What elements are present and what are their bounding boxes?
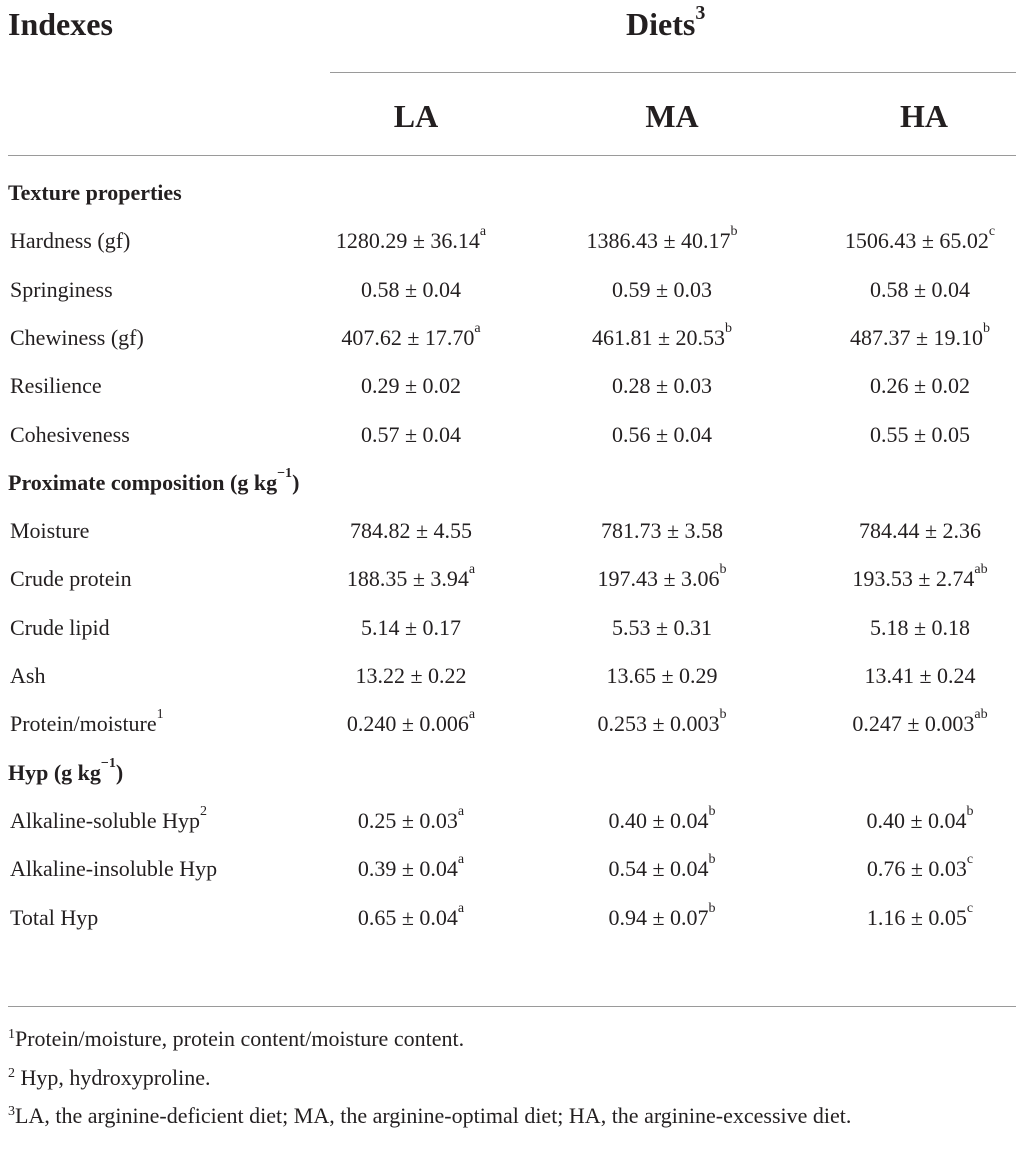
significance-letter: a	[457, 803, 465, 819]
cell-la	[281, 615, 541, 641]
row-label	[10, 615, 110, 641]
table-row	[0, 707, 1021, 759]
significance-letter: a	[457, 852, 465, 868]
cell-value: 1280.29 ± 36.14	[335, 228, 480, 254]
table-row	[0, 900, 1021, 953]
unit-exponent: −1	[100, 755, 116, 771]
significance-letter: b	[725, 320, 733, 336]
diets-footnote-marker: 3	[695, 2, 706, 24]
footnote-2-text: Hyp, hydroxyproline.	[15, 1065, 211, 1090]
cell-ma	[532, 373, 792, 399]
cell-la	[281, 562, 541, 592]
cell-ha	[790, 373, 1021, 399]
cell-value: 0.240 ± 0.006	[346, 711, 469, 737]
cell-ha	[790, 707, 1021, 737]
cell-ma	[532, 852, 792, 882]
cell-value: 0.40 ± 0.04	[866, 807, 967, 833]
footnote-3	[8, 1098, 1014, 1134]
label-text: Moisture	[10, 518, 90, 544]
cell-la	[281, 422, 541, 448]
cell-value: 0.54 ± 0.04	[608, 856, 709, 882]
row-label	[10, 228, 130, 254]
cell-value: 0.56 ± 0.04	[611, 421, 713, 447]
label-text: Hardness (gf)	[10, 228, 131, 254]
section-label	[8, 755, 124, 786]
row-label	[10, 905, 98, 931]
cell-value: 193.53 ± 2.74	[852, 566, 975, 592]
table-row	[0, 373, 1021, 421]
cell-ha	[790, 562, 1021, 592]
cell-ma	[532, 900, 792, 931]
row-label	[10, 277, 113, 303]
significance-letter: b	[719, 562, 727, 578]
unit-exponent: −1	[277, 465, 293, 481]
significance-letter: a	[474, 320, 481, 336]
header-rule	[8, 155, 1016, 156]
table-row	[0, 803, 1021, 856]
label-text: Resilience	[10, 373, 102, 399]
footnote-3-text: LA, the arginine-deficient diet; MA, the arginine-optimal diet; HA, the arginine-excessive diet.	[15, 1103, 852, 1128]
cell-ma	[532, 518, 792, 544]
cell-ha	[790, 422, 1021, 448]
table-header-diets	[626, 2, 706, 43]
cell-value: 13.41 ± 0.24	[864, 663, 976, 688]
cell-value: 188.35 ± 3.94	[346, 566, 469, 592]
cell-ma	[532, 224, 792, 254]
significance-letter: b	[708, 803, 716, 819]
footnote-marker: 2	[200, 803, 208, 819]
cell-ma	[532, 320, 792, 351]
cell-la	[281, 320, 541, 351]
cell-ha	[790, 277, 1021, 303]
row-label	[10, 663, 45, 689]
cell-ma	[532, 803, 792, 834]
label-text: Chewiness (gf)	[10, 324, 144, 350]
section-row	[0, 180, 1021, 228]
label-text: Protein/moisture	[10, 711, 157, 737]
section-row	[0, 755, 1021, 808]
label-text: Crude protein	[10, 566, 132, 592]
significance-letter: a	[479, 224, 487, 240]
footnote-2-marker: 2	[8, 1066, 15, 1081]
label-text: Alkaline-soluble Hyp	[10, 807, 201, 833]
cell-value: 461.81 ± 20.53	[591, 324, 726, 350]
label-text: Springiness	[10, 276, 113, 302]
footer-rule	[8, 1006, 1016, 1007]
cell-ha	[790, 224, 1021, 254]
cell-value: 5.14 ± 0.17	[360, 614, 462, 640]
cell-value: 784.82 ± 4.55	[349, 518, 473, 544]
footnote-3-marker: 3	[8, 1104, 15, 1119]
row-label	[10, 707, 164, 737]
label-tail: )	[292, 469, 300, 495]
cell-value: 0.58 ± 0.04	[869, 276, 971, 302]
cell-value: 13.65 ± 0.29	[606, 663, 718, 688]
cell-value: 1386.43 ± 40.17	[586, 228, 731, 254]
cell-la	[281, 663, 541, 689]
footnote-2	[8, 1060, 1014, 1096]
label-text: Ash	[10, 663, 46, 688]
table-row	[0, 320, 1021, 373]
section-row	[0, 465, 1021, 518]
cell-ha	[790, 320, 1021, 351]
cell-la	[281, 277, 541, 303]
cell-ma	[532, 707, 792, 737]
cell-value: 0.57 ± 0.04	[360, 421, 462, 447]
cell-value: 0.76 ± 0.03	[866, 856, 967, 882]
cell-ma	[532, 422, 792, 448]
cell-ha	[790, 663, 1021, 689]
label-text: Alkaline-insoluble Hyp	[10, 856, 218, 882]
table-row	[0, 422, 1021, 470]
cell-value: 0.94 ± 0.07	[608, 904, 709, 930]
cell-value: 0.58 ± 0.04	[360, 276, 462, 302]
cell-ma	[532, 615, 792, 641]
cell-value: 487.37 ± 19.10	[849, 324, 984, 350]
cell-value: 1506.43 ± 65.02	[844, 228, 989, 254]
label-tail: )	[115, 759, 124, 785]
label-text: Texture properties	[8, 180, 182, 205]
significance-letter: b	[708, 852, 716, 868]
cell-la	[281, 518, 541, 544]
cell-value: 0.253 ± 0.003	[597, 711, 720, 737]
table-row	[0, 518, 1021, 566]
significance-letter: a	[468, 562, 476, 578]
cell-value: 784.44 ± 2.36	[858, 518, 982, 544]
label-text: Total Hyp	[10, 904, 99, 930]
significance-letter: c	[988, 224, 996, 240]
column-header-ma: MA	[645, 98, 699, 134]
significance-letter: ab	[974, 562, 988, 578]
cell-la	[281, 373, 541, 399]
cell-value: 0.26 ± 0.02	[869, 373, 971, 399]
significance-letter: a	[457, 900, 465, 916]
cell-ma	[532, 277, 792, 303]
cell-ha	[790, 900, 1021, 931]
label-text: Cohesiveness	[10, 421, 130, 447]
table-row	[0, 615, 1021, 663]
table-row	[0, 224, 1021, 276]
footnote-1	[8, 1021, 1014, 1057]
column-header-ha: HA	[900, 98, 948, 134]
cell-value: 5.53 ± 0.31	[611, 614, 713, 640]
cell-value: 1.16 ± 0.05	[866, 904, 967, 930]
cell-value: 0.247 ± 0.003	[852, 711, 975, 737]
cell-value: 0.59 ± 0.03	[611, 276, 713, 302]
row-label	[10, 566, 132, 592]
cell-value: 0.25 ± 0.03	[357, 807, 458, 833]
significance-letter: b	[730, 224, 738, 240]
footnote-marker: 1	[156, 707, 164, 723]
cell-ha	[790, 852, 1021, 882]
cell-value: 13.22 ± 0.22	[355, 663, 467, 688]
label-text: Proximate composition (g kg	[8, 469, 278, 495]
cell-value: 0.40 ± 0.04	[608, 807, 709, 833]
section-label	[8, 465, 300, 496]
cell-value: 0.29 ± 0.02	[360, 373, 462, 399]
row-label	[10, 373, 102, 399]
cell-la	[281, 803, 541, 834]
diets-label: Diets	[626, 6, 696, 42]
significance-letter: ab	[974, 707, 988, 723]
section-label	[8, 180, 182, 206]
cell-value: 0.39 ± 0.04	[357, 856, 458, 882]
cell-ha	[790, 518, 1021, 544]
table-row	[0, 562, 1021, 614]
row-label	[10, 325, 144, 351]
row-label	[10, 856, 217, 882]
cell-la	[281, 900, 541, 931]
cell-value: 0.28 ± 0.03	[611, 373, 713, 399]
footnote-1-marker: 1	[8, 1027, 15, 1042]
cell-ma	[532, 663, 792, 689]
significance-letter: b	[983, 320, 991, 336]
column-header-la: LA	[393, 98, 439, 134]
cell-la	[281, 707, 541, 737]
cell-ha	[790, 615, 1021, 641]
cell-value: 0.55 ± 0.05	[869, 421, 971, 447]
cell-value: 197.43 ± 3.06	[597, 566, 720, 592]
cell-value: 781.73 ± 3.58	[600, 518, 724, 544]
cell-ma	[532, 562, 792, 592]
cell-value: 0.65 ± 0.04	[357, 904, 458, 930]
significance-letter: c	[966, 900, 974, 916]
footnote-1-text: Protein/moisture, protein content/moisture content.	[15, 1026, 465, 1051]
table-row	[0, 663, 1021, 711]
significance-letter: b	[719, 707, 727, 723]
cell-ha	[790, 803, 1021, 834]
cell-la	[281, 852, 541, 882]
cell-value: 5.18 ± 0.18	[869, 614, 971, 640]
cell-la	[281, 224, 541, 254]
label-text: Crude lipid	[10, 614, 110, 640]
label-text: Hyp (g kg	[8, 759, 101, 785]
row-label	[10, 422, 130, 448]
table-header-indexes: Indexes	[8, 6, 113, 42]
significance-letter: b	[708, 900, 716, 916]
row-label	[10, 803, 208, 834]
significance-letter: c	[966, 852, 974, 868]
significance-letter: b	[966, 803, 974, 819]
table-row	[0, 277, 1021, 325]
table-row	[0, 852, 1021, 904]
cell-value: 407.62 ± 17.70	[341, 324, 475, 350]
row-label	[10, 518, 89, 544]
significance-letter: a	[468, 707, 476, 723]
diets-rule	[330, 72, 1016, 73]
